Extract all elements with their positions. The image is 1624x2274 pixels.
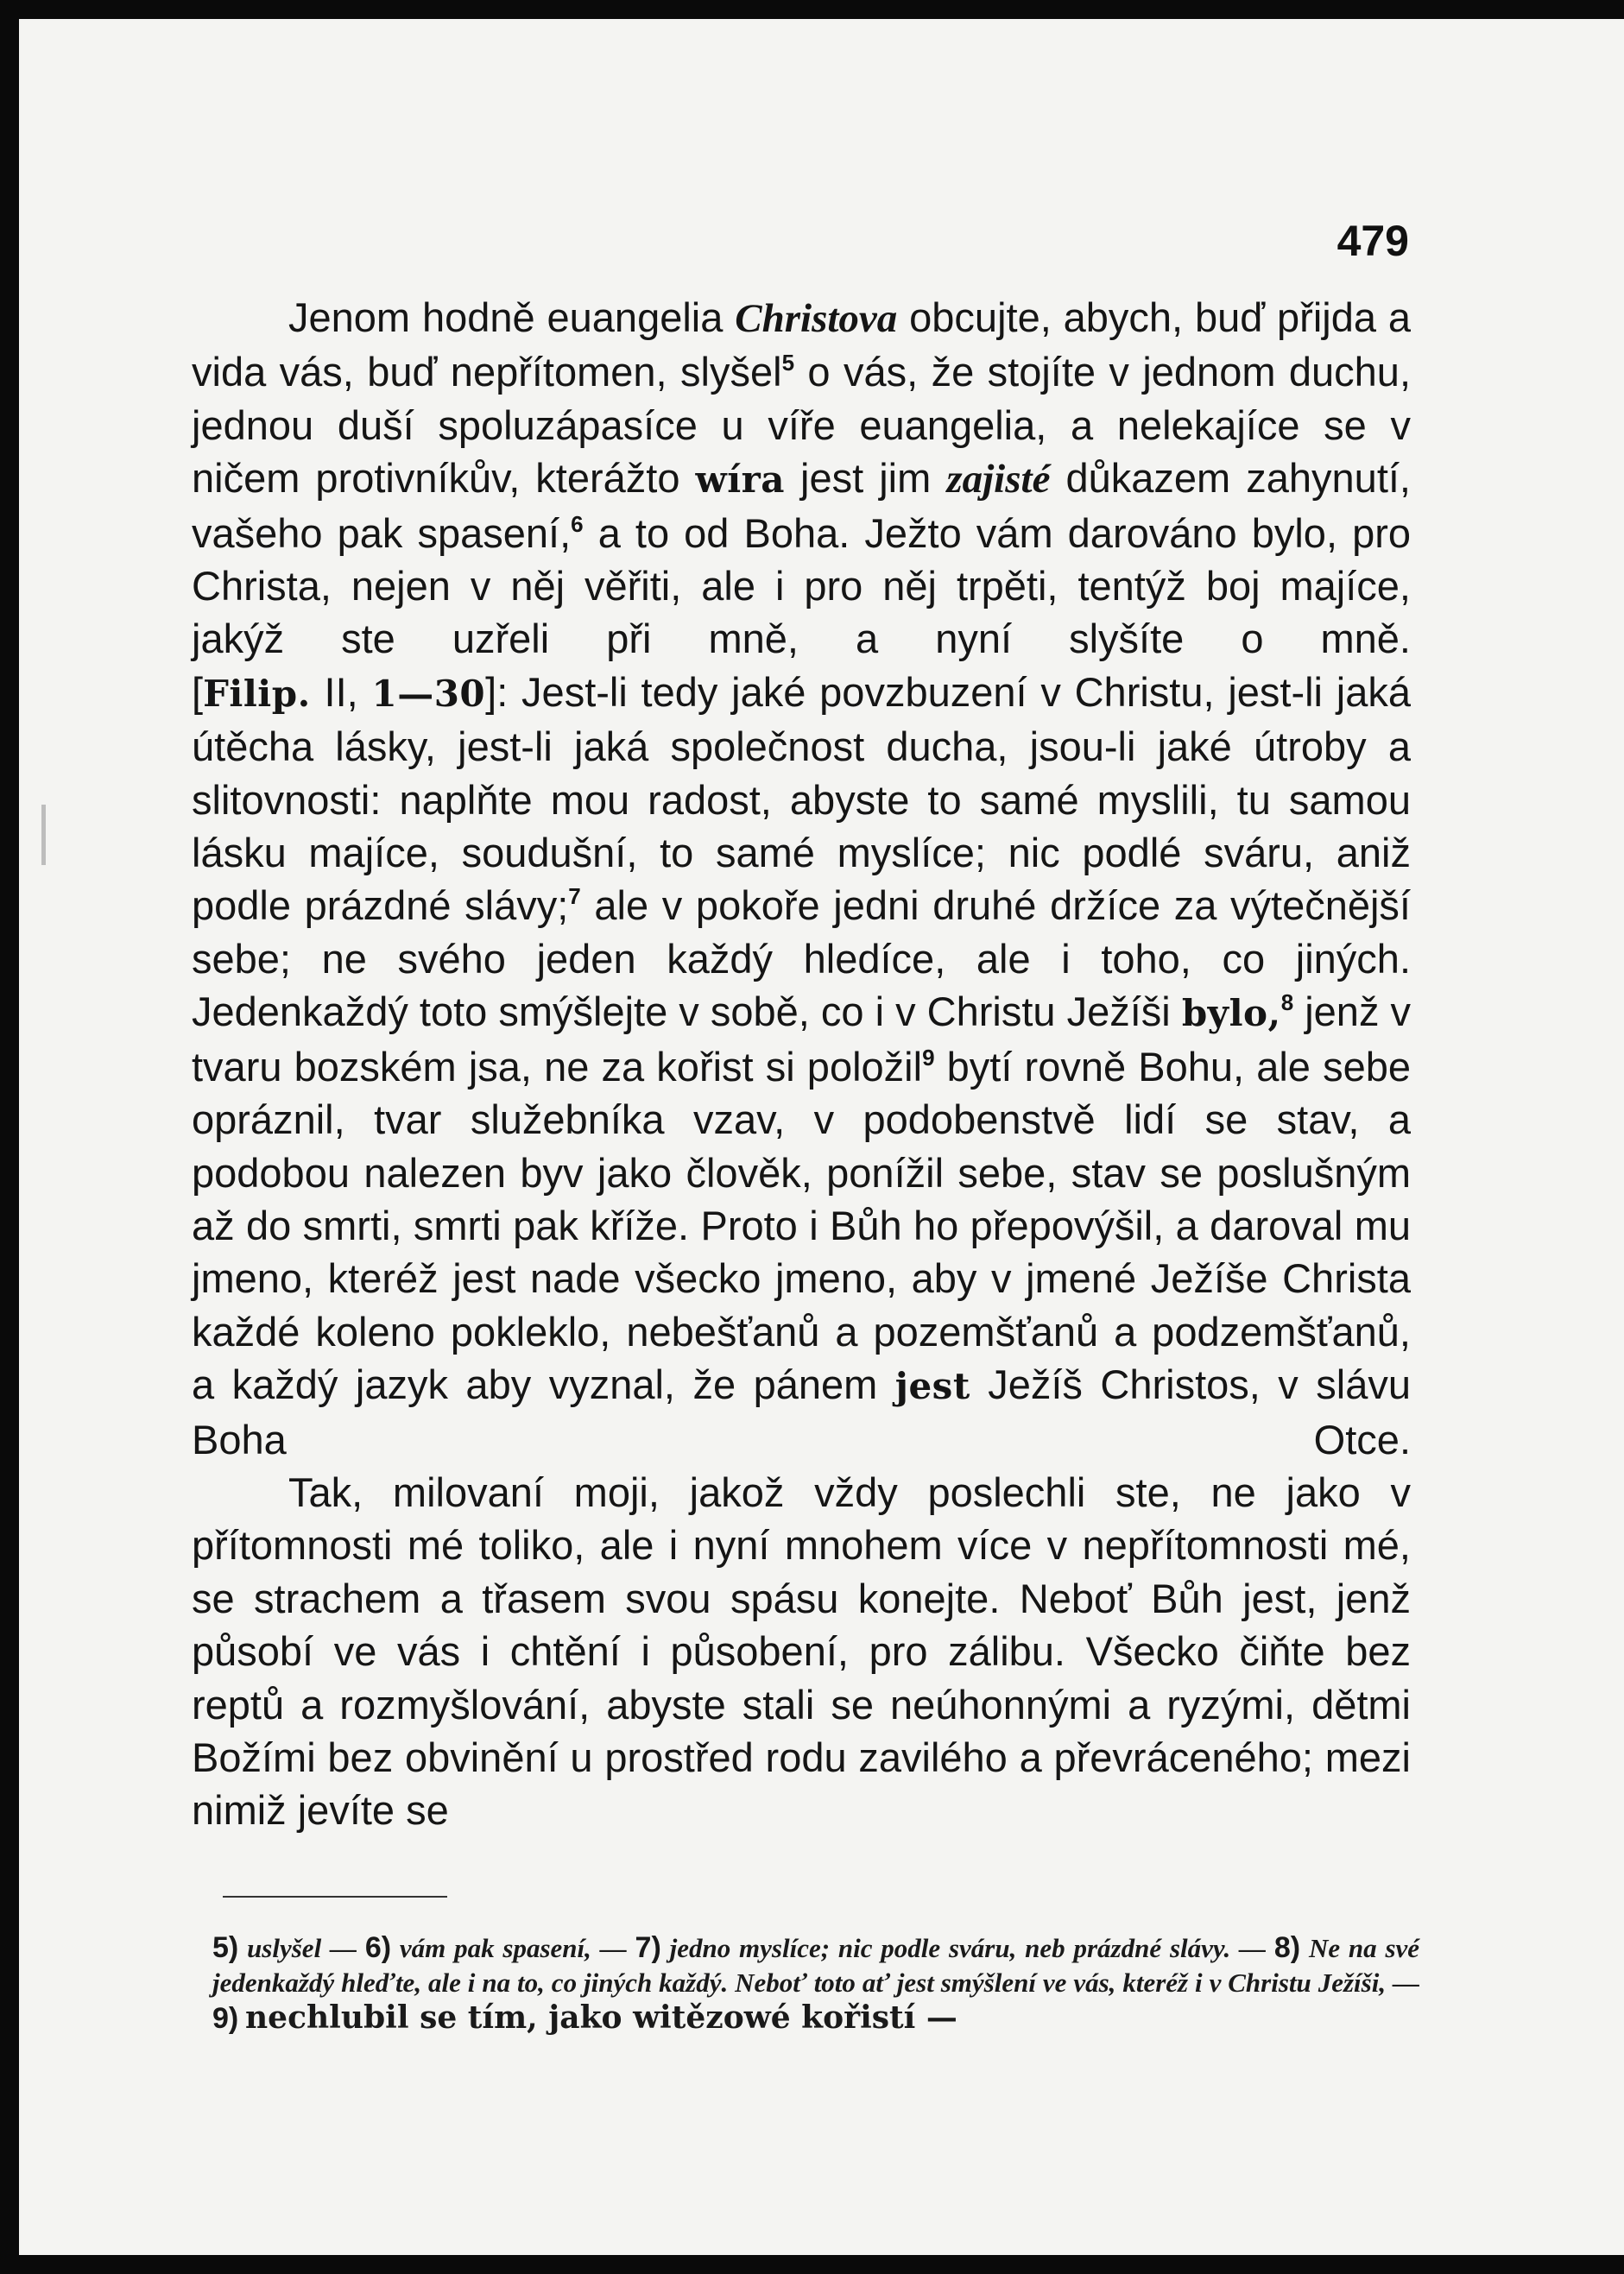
footnote-text: nechlubil se tím, jako witězowé kořistí —: [244, 1999, 957, 2036]
footnote-rule: [223, 1896, 447, 1898]
footnote-text: vám pak spasení, —: [399, 1933, 627, 1963]
footnote-ref: 8: [1280, 989, 1294, 1016]
text-run: ]: Jest-li tedy jaké povzbuzení v Christu, jest-li jaká útěcha lásky, jest-li jaká společnost ducha, jsou-li jaké útroby a slitovnosti: naplňte mou radost, abyste to samé myslili, tu samou lásku majíce, soudušní, to samé myslíce; nic podlé sváru, aniž podle prázdné slávy;: [192, 668, 1411, 929]
text-run: a to od Boha. Ježto vám darováno bylo, pro Christa, nejen v něj věřiti, ale i pro něj trpěti, tentýž boj majíce, jakýž ste uzřeli při mně, a nyní slyšíte o mně.: [192, 509, 1411, 662]
body-text: [192, 291, 1411, 1837]
paragraph-3: [192, 1466, 1411, 1837]
text-run: [: [192, 668, 204, 715]
paragraph-2: [192, 666, 1411, 1466]
book-page: [19, 19, 1624, 2255]
page-edge-mark: [41, 805, 46, 865]
footnote-number: 7): [635, 1931, 661, 1964]
text-run: jenž v tvaru bozském jsa, ne za kořist si položil: [192, 989, 1412, 1090]
footnote-text: uslyšel —: [247, 1933, 357, 1963]
footnote-ref: 7: [568, 883, 581, 910]
text-run: Christova: [735, 296, 898, 341]
footnote-ref: 9: [922, 1044, 935, 1071]
text-run: ale v pokoře jedni druhé držíce za výtečnější sebe; ne svého jeden každý hledíce, ale i toho, co jiných. Jedenkaždý toto smýšlejte v sobě, co i v Christu Ježíši: [192, 882, 1411, 1035]
footnote-ref: 6: [571, 510, 584, 537]
footnote-number: 9): [212, 2002, 239, 2035]
page-number: 479: [1336, 217, 1409, 265]
footnote-text: Ne na své jedenkaždý hleďte, ale i na to, co jiných každý. Neboť toto ať jest smýšlení ve vás, kteréž i v Christu Ježíši, —: [212, 1933, 1420, 1998]
footnote-ref: 5: [781, 350, 795, 376]
text-run: obcujte, abych, buď přijda a vida vás, buď nepřítomen, slyšel: [192, 294, 1411, 395]
text-run: II,: [310, 668, 372, 715]
footnotes: [212, 1930, 1419, 2037]
text-run: o vás, že stojíte v jednom duchu, jednou duší spoluzápasíce u víře euangelia, a nelekajíce se v ničem protivníkův, kterážto: [192, 349, 1412, 502]
text-run: jest: [894, 1365, 970, 1408]
text-run: zajisté: [946, 457, 1051, 502]
text-run: důkazem zahynutí, vašeho pak spasení,: [192, 455, 1411, 556]
footnote-number: 6): [364, 1931, 392, 1964]
text-run: bylo,: [1181, 992, 1281, 1035]
text-run: Tak, milovaní moji, jakož vždy poslechli ste, ne jako v přítomnosti mé toliko, ale i nyní mnohem více v nepřítomnosti mé, se strachem a třasem svou spásu konejte. Neboť Bůh jest, jenž působí ve vás i chtění i působení, pro zálibu. Všecko čiňte bez reptů a rozmyšlování, abyste stali se neúhonnými a ryzými, dětmi Božími bez obvinění u prostřed rodu zavilého a převráceného; mezi nimiž jevíte se: [192, 1469, 1411, 1834]
text-run: 1—30: [371, 672, 486, 715]
footnote-number: 8): [1273, 1931, 1301, 1964]
footnote-text: jedno myslíce; nic podle sváru, neb prázdné slávy. —: [669, 1933, 1267, 1963]
text-run: bytí rovně Bohu, ale sebe opráznil, tvar služebníka vzav, v podobenstvě lidí se stav, a podobou nalezen byv jako člověk, ponížil sebe, stav se poslušným až do smrti, smrti pak kříže. Proto i Bůh ho přepovýšil, a daroval mu jmeno, kteréž jest nade všecko jmeno, aby v jmené Ježíše Christa každé koleno pokleklo, nebešťanů a pozemšťanů a podzemšťanů, a každý jazyk aby vyznal, že pánem: [192, 1043, 1412, 1408]
text-run: wíra: [695, 458, 785, 502]
text-run: jest jim: [785, 455, 947, 502]
footnote-number: 5): [212, 1931, 239, 1964]
text-run: Jenom hodně euangelia: [288, 294, 736, 340]
text-run: Filip.: [203, 672, 311, 715]
text-run: Ježíš Christos, v slávu Boha Otce.: [192, 1361, 1411, 1462]
paragraph-1: [192, 291, 1411, 666]
